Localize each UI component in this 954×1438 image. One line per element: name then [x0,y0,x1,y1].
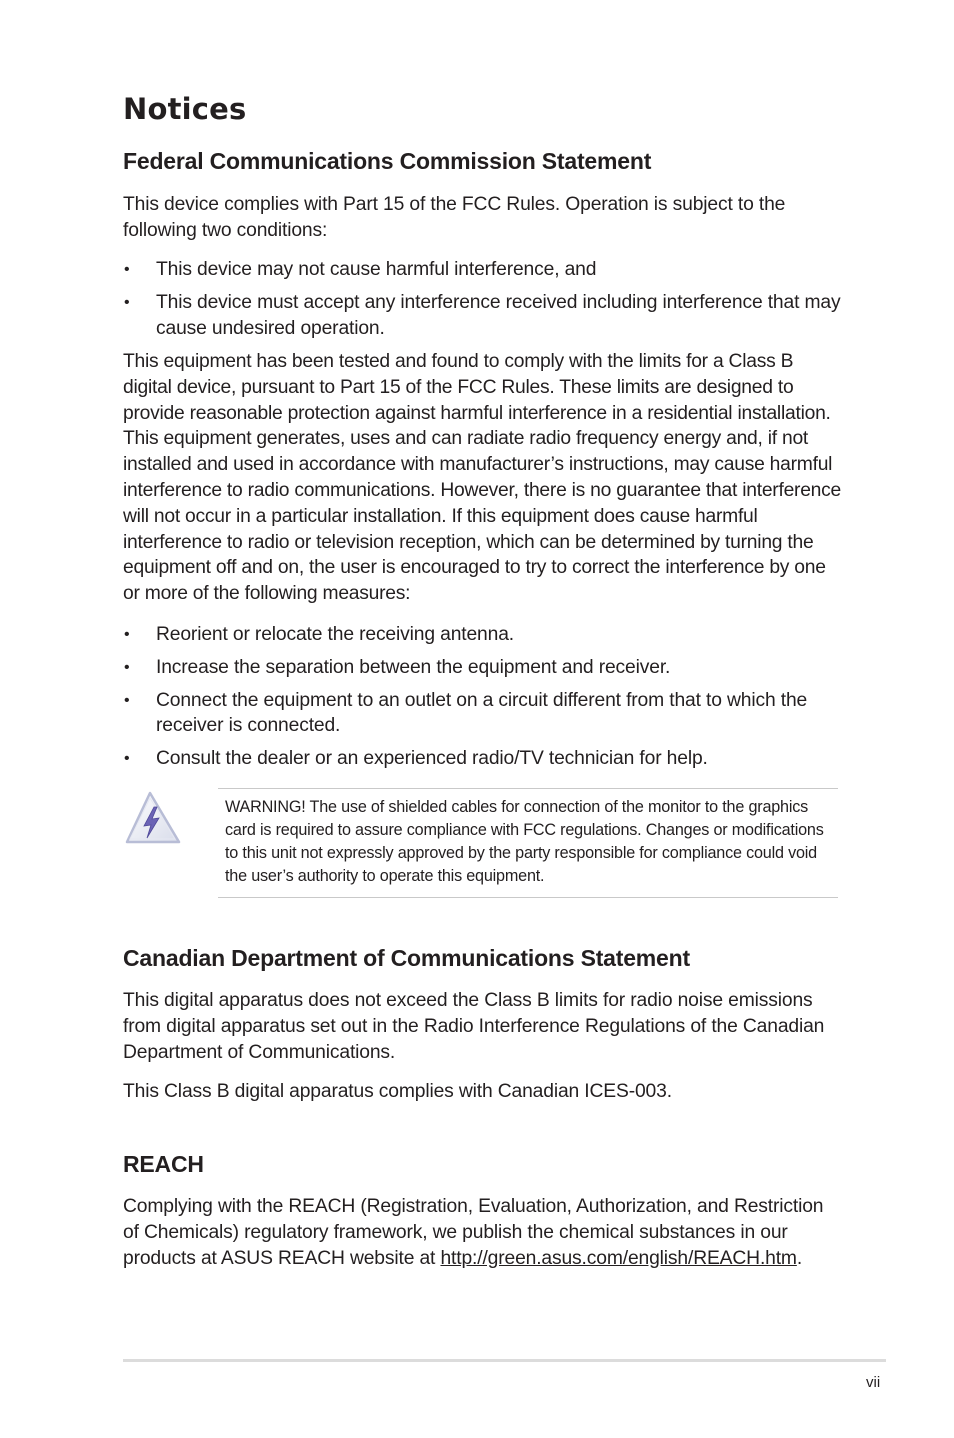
fcc-measures-list [123,622,843,772]
condition-text: This device must accept any interference received including interference that may cause undesired operation. [156,291,841,339]
list-item [123,622,843,648]
bullet-marker: • [124,293,130,311]
warning-text: WARNING! The use of shielded cables for connection of the monitor to the graphics card is required to assure compliance with FCC regulations. Changes or modifications to this unit not expressly approved by the party responsible for compliance could void the user’s authority to operate this equipment. [225,798,824,885]
fcc-conditions-list [123,257,843,341]
reach-paragraph [123,1194,843,1271]
condition-text: This device may not cause harmful interference, and [156,259,597,280]
page-number: vii [866,1374,881,1391]
canada-para-2: This Class B digital apparatus complies with Canadian ICES-003. [123,1081,672,1102]
measure-text: Reorient or relocate the receiving antenna. [156,624,514,645]
list-item [123,746,843,772]
reach-website-link[interactable]: http://green.asus.com/english/REACH.htm [440,1247,797,1269]
list-item [123,688,843,740]
warning-note [218,788,838,898]
footer-divider [123,1359,886,1362]
fcc-intro: This device complies with Part 15 of the FCC Rules. Operation is subject to the following two conditions: [123,194,786,241]
bullet-marker: • [124,261,130,278]
list-item [123,655,843,681]
reach-heading: REACH [123,1151,204,1177]
page-title: Notices [123,92,247,126]
canada-heading: Canadian Department of Communications Statement [123,945,690,971]
measure-text: Connect the equipment to an outlet on a circuit different from that to which the receiver is connected. [156,689,808,737]
bullet-marker: • [124,750,130,768]
measure-text: Consult the dealer or an experienced radio/TV technician for help. [156,748,708,770]
fcc-heading: Federal Communications Commission Statement [123,148,652,174]
bullet-marker: • [124,691,130,709]
canada-para-1: This digital apparatus does not exceed the Class B limits for radio noise emissions from digital apparatus set out in the Radio Interference Regulations of the Canadian Department of Communications. [123,990,825,1063]
list-item [123,290,843,342]
measure-text: Increase the separation between the equipment and receiver. [156,656,671,678]
fcc-body: This equipment has been tested and found to comply with the limits for a Class B digital device, pursuant to Part 15 of the FCC Rules. These limits are designed to provide reasonable protection against harmful interference in a residential installation. This equipment generates, uses and can radiate radio frequency energy and, if not installed and used in accordance with manufacturer’s instructions, may cause harmful interference to radio communications. However, there is no guarantee that interference will not occur in a particular installation. If this equipment does cause harmful interference to radio or television reception, which can be determined by turning the equipment off and on, the user is encouraged to try to correct the interference by one or more of the following measures: [123,351,842,605]
bullet-marker: • [124,658,130,676]
reach-text-end: . [796,1247,803,1269]
warning-triangle-lightning-icon [124,790,182,846]
bullet-marker: • [124,626,130,643]
list-item [123,257,843,283]
reach-text: Complying with the REACH (Registration, Evaluation, Authorization, and Restriction of Chemicals) regulatory framework, we publish the chemical substances in our products at ASUS REACH website at [123,1196,824,1269]
